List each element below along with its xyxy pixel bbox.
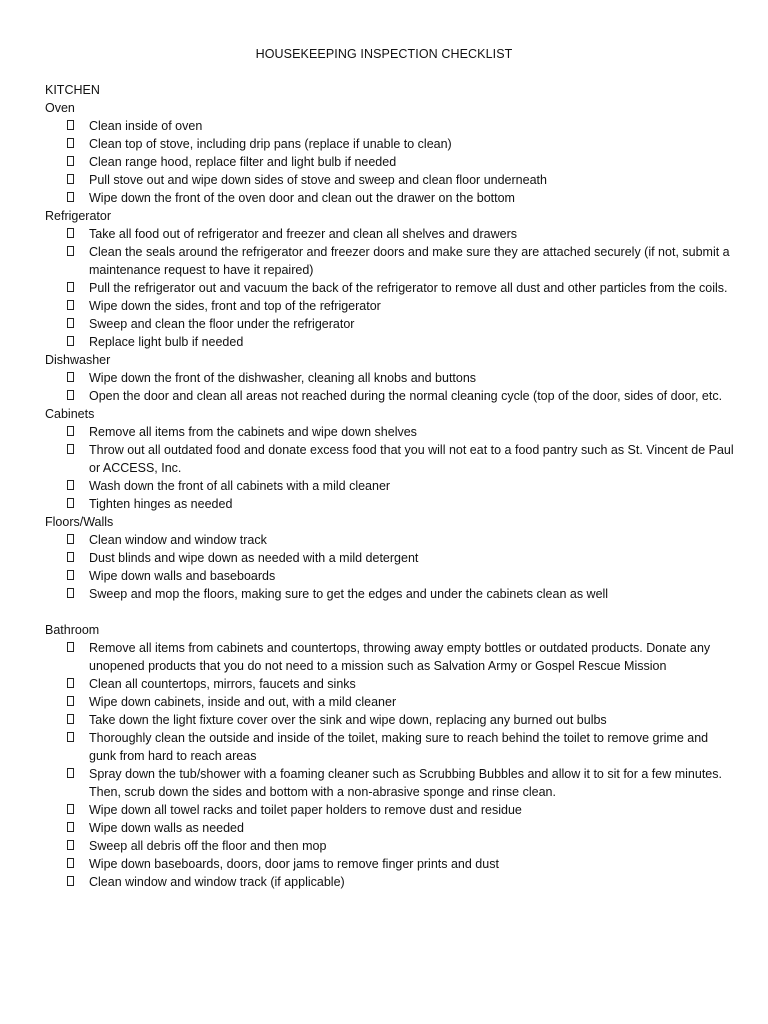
checklist-item — [67, 873, 735, 891]
checkbox-icon[interactable] — [67, 678, 74, 688]
checklist-item — [67, 135, 735, 153]
checklist-item-text: Wipe down the front of the dishwasher, cleaning all knobs and buttons — [89, 371, 477, 385]
checklist-item — [67, 369, 735, 387]
checklist-item — [67, 801, 735, 819]
checkbox-icon[interactable] — [67, 192, 74, 202]
checkbox-icon[interactable] — [67, 822, 74, 832]
checklist-item-text: Sweep and mop the floors, making sure to get the edges and under the cabinets clean as well — [89, 587, 609, 601]
checklist-item — [67, 441, 735, 477]
checkbox-icon[interactable] — [67, 174, 74, 184]
checkbox-icon[interactable] — [67, 480, 74, 490]
checkbox-icon[interactable] — [67, 876, 74, 886]
checklist-item-text: Clean all countertops, mirrors, faucets and sinks — [89, 677, 356, 691]
checklist-item-text: Wipe down all towel racks and toilet paper holders to remove dust and residue — [89, 803, 522, 817]
checklist-item — [67, 153, 735, 171]
checklist-item — [67, 243, 735, 279]
checklist-item-text: Pull stove out and wipe down sides of stove and sweep and clean floor underneath — [89, 173, 547, 187]
checklist-item — [67, 297, 735, 315]
checklist-item-text: Clean window and window track — [89, 533, 267, 547]
subsection-heading: Dishwasher — [45, 353, 111, 367]
checklist-item-text: Take down the light fixture cover over the sink and wipe down, replacing any burned out bulbs — [89, 713, 607, 727]
checkbox-icon[interactable] — [67, 426, 74, 436]
checkbox-icon[interactable] — [67, 300, 74, 310]
checklist-item — [67, 567, 735, 585]
subsection-heading: Cabinets — [45, 407, 95, 421]
checkbox-icon[interactable] — [67, 228, 74, 238]
checklist-item — [67, 711, 735, 729]
checkbox-icon[interactable] — [67, 552, 74, 562]
subsection-heading: Floors/Walls — [45, 515, 114, 529]
checklist-item-text: Remove all items from cabinets and countertops, throwing away empty bottles or outdated products. Donate any unopened products that you do not need to a mission such as Salvation Army or Gospel Rescue Mission — [89, 641, 711, 673]
checkbox-icon[interactable] — [67, 840, 74, 850]
checkbox-icon[interactable] — [67, 156, 74, 166]
checklist-item-text: Wipe down the sides, front and top of the refrigerator — [89, 299, 381, 313]
checklist-item-text: Sweep and clean the floor under the refrigerator — [89, 317, 355, 331]
checkbox-icon[interactable] — [67, 696, 74, 706]
checklist-item-text: Wipe down baseboards, doors, door jams to remove finger prints and dust — [89, 857, 499, 871]
subsection-heading: Oven — [45, 101, 75, 115]
checkbox-icon[interactable] — [67, 282, 74, 292]
checklist-item-text: Wipe down walls as needed — [89, 821, 244, 835]
checklist-item-text: Clean top of stove, including drip pans (replace if unable to clean) — [89, 137, 452, 151]
checklist-item — [67, 585, 735, 603]
checkbox-icon[interactable] — [67, 120, 74, 130]
checklist-item — [67, 333, 735, 351]
document-title: HOUSEKEEPING INSPECTION CHECKLIST — [255, 47, 513, 61]
checklist-item — [67, 549, 735, 567]
checklist-item-text: Spray down the tub/shower with a foaming cleaner such as Scrubbing Bubbles and allow it to sit for a few minutes. Then, scrub down the sides and bottom with a non-abrasive sponge and rinse clean. — [89, 767, 722, 799]
checklist-item — [67, 729, 735, 765]
checklist-item — [67, 423, 735, 441]
checklist-item-text: Open the door and clean all areas not reached during the normal cleaning cycle (top of the door, sides of door, etc. — [89, 389, 723, 403]
checklist-item-text: Take all food out of refrigerator and freezer and clean all shelves and drawers — [89, 227, 518, 241]
checkbox-icon[interactable] — [67, 642, 74, 652]
checklist-item — [67, 531, 735, 549]
checklist-item — [67, 639, 735, 675]
checklist-item — [67, 495, 735, 513]
checklist-item-text: Remove all items from the cabinets and wipe down shelves — [89, 425, 417, 439]
checklist-item — [67, 225, 735, 243]
checklist-item — [67, 477, 735, 495]
checkbox-icon[interactable] — [67, 858, 74, 868]
checkbox-icon[interactable] — [67, 138, 74, 148]
checkbox-icon[interactable] — [67, 534, 74, 544]
checklist-content — [45, 81, 735, 891]
checklist-item — [67, 315, 735, 333]
checklist-item-text: Throw out all outdated food and donate excess food that you will not eat to a food pantry such as St. Vincent de Paul or ACCESS, Inc. — [89, 443, 734, 475]
checklist-item-text: Tighten hinges as needed — [89, 497, 233, 511]
checkbox-icon[interactable] — [67, 732, 74, 742]
checkbox-icon[interactable] — [67, 372, 74, 382]
section-heading: Bathroom — [45, 623, 100, 637]
checkbox-icon[interactable] — [67, 498, 74, 508]
checklist-item — [67, 387, 735, 405]
checkbox-icon[interactable] — [67, 336, 74, 346]
checkbox-icon[interactable] — [67, 768, 74, 778]
checklist-item — [67, 675, 735, 693]
checklist-item-text: Clean inside of oven — [89, 119, 203, 133]
checklist-item-text: Clean window and window track (if applicable) — [89, 875, 345, 889]
checkbox-icon[interactable] — [67, 588, 74, 598]
checklist-item-text: Wipe down the front of the oven door and clean out the drawer on the bottom — [89, 191, 515, 205]
checklist-item-text: Sweep all debris off the floor and then mop — [89, 839, 327, 853]
checkbox-icon[interactable] — [67, 444, 74, 454]
checklist-item-text: Thoroughly clean the outside and inside of the toilet, making sure to reach behind the toilet to remove grime and gunk from hard to reach areas — [89, 731, 709, 763]
checkbox-icon[interactable] — [67, 390, 74, 400]
checklist-item — [67, 279, 735, 297]
checklist-item-text: Wipe down cabinets, inside and out, with a mild cleaner — [89, 695, 397, 709]
checkbox-icon[interactable] — [67, 570, 74, 580]
checkbox-icon[interactable] — [67, 318, 74, 328]
checklist-item-text: Pull the refrigerator out and vacuum the back of the refrigerator to remove all dust and other particles from the coils. — [89, 281, 728, 295]
checklist-item — [67, 765, 735, 801]
checklist-item — [67, 171, 735, 189]
section-spacer — [45, 603, 735, 621]
checkbox-icon[interactable] — [67, 246, 74, 256]
checklist-item-text: Wash down the front of all cabinets with a mild cleaner — [89, 479, 391, 493]
checkbox-icon[interactable] — [67, 804, 74, 814]
checkbox-icon[interactable] — [67, 714, 74, 724]
checklist-item-text: Clean the seals around the refrigerator and freezer doors and make sure they are attached securely (if not, submit a maintenance request to have it repaired) — [89, 245, 730, 277]
checklist-item-text: Clean range hood, replace filter and light bulb if needed — [89, 155, 397, 169]
checklist-item-text: Replace light bulb if needed — [89, 335, 244, 349]
checklist-item-text: Wipe down walls and baseboards — [89, 569, 276, 583]
subsection-heading: Refrigerator — [45, 209, 111, 223]
checklist-item-text: Dust blinds and wipe down as needed with a mild detergent — [89, 551, 419, 565]
checklist-item — [67, 693, 735, 711]
checklist-item — [67, 837, 735, 855]
checklist-item — [67, 855, 735, 873]
section-heading: KITCHEN — [45, 83, 100, 97]
checklist-item — [67, 117, 735, 135]
checklist-item — [67, 819, 735, 837]
checklist-item — [67, 189, 735, 207]
